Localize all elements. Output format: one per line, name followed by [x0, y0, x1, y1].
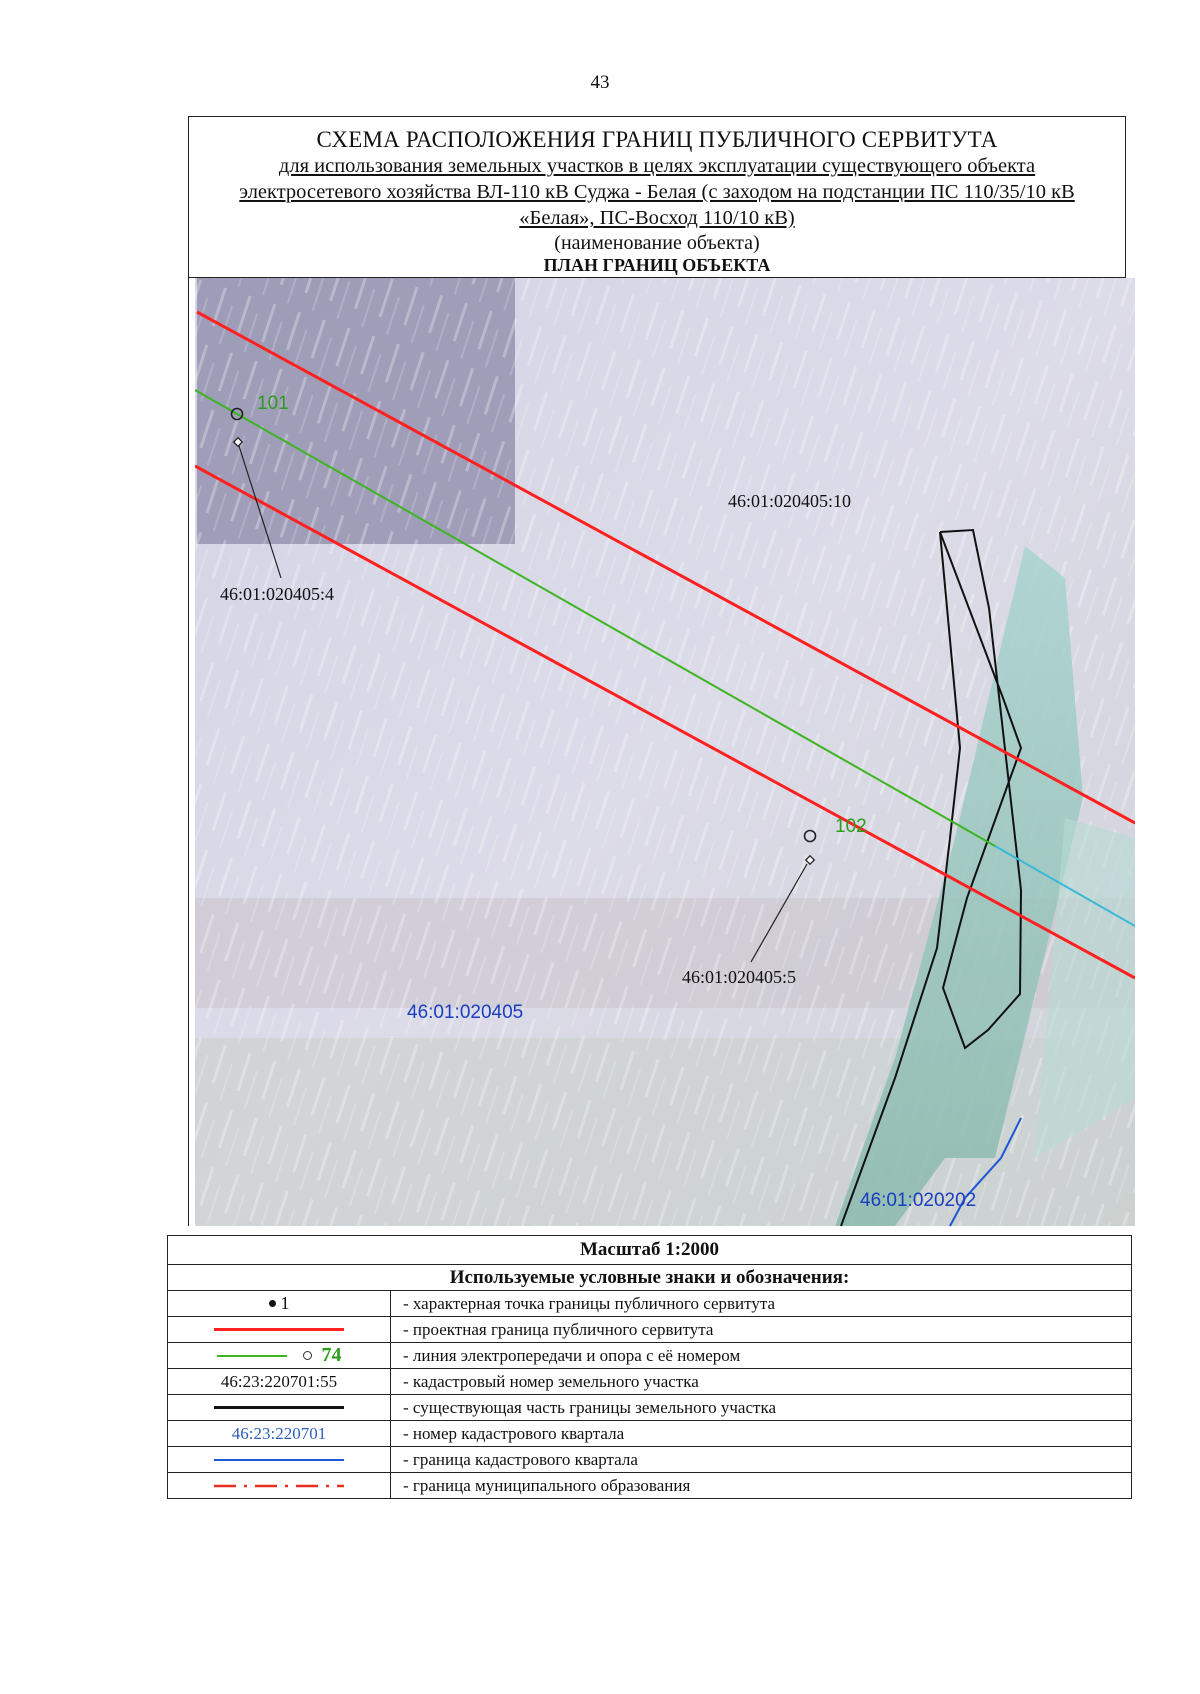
- legend-symbol-cell: [168, 1317, 391, 1343]
- legend-description: - кадастровый номер земельного участка: [391, 1369, 1132, 1395]
- parcel-label-46-01-020405-4: 46:01:020405:4: [220, 584, 335, 604]
- legend-symbol-cell: [168, 1343, 391, 1369]
- legend-symbol-cell: [168, 1473, 391, 1499]
- map-scale: Масштаб 1:2000: [168, 1236, 1132, 1265]
- legend-description: - проектная граница публичного сервитута: [391, 1317, 1132, 1343]
- legend-description: - существующая часть границы земельного участка: [391, 1395, 1132, 1421]
- legend-caption: Используемые условные знаки и обозначения:: [168, 1265, 1132, 1291]
- legend-row-quarter-boundary: [168, 1447, 1132, 1473]
- legend-description: - характерная точка границы публичного сервитута: [391, 1291, 1132, 1317]
- quarter-label-46-01-020405: 46:01:020405: [407, 1002, 524, 1023]
- legend-row-power-line: [168, 1343, 1132, 1369]
- blue-line-icon: [214, 1459, 344, 1461]
- legend-description: - линия электропередачи и опора с её номером: [391, 1343, 1132, 1369]
- parcel-label-46-01-020405-5: 46:01:020405:5: [682, 967, 797, 987]
- red-line-icon: [214, 1328, 344, 1331]
- support-number-sample: 74: [321, 1344, 342, 1366]
- legend-row-municipal-boundary: [168, 1473, 1132, 1499]
- legend-symbol-cell: [168, 1421, 391, 1447]
- quarter-label-46-01-020202: 46:01:020202: [860, 1190, 977, 1211]
- legend-symbol-cell: [168, 1369, 391, 1395]
- boundary-plan-map: [195, 278, 1135, 1228]
- object-name: для использования земельных участков в целях эксплуатации существующего объекта электросетевого хозяйства ВЛ-110 кВ Суджа - Белая (с заходом на подстанции ПС 110/35/10 кВ «Белая», ПС-Восход 110/10 кВ): [239, 155, 1075, 229]
- black-line-icon: [214, 1406, 344, 1409]
- support-icon: [303, 1351, 312, 1360]
- plan-title: ПЛАН ГРАНИЦ ОБЪЕКТА: [543, 255, 771, 275]
- legend-symbol-cell: [168, 1291, 391, 1317]
- legend-table: [167, 1235, 1132, 1499]
- legend-symbol-cell: [168, 1395, 391, 1421]
- page-number: 43: [590, 72, 610, 93]
- servitude-point-icon: [269, 1300, 276, 1307]
- green-line-icon: [217, 1355, 287, 1357]
- title-block: [188, 116, 1126, 278]
- legend-description: - граница муниципального образования: [391, 1473, 1132, 1499]
- legend-symbol-cell: [168, 1447, 391, 1473]
- legend-row-servitude-point: [168, 1291, 1132, 1317]
- support-101-label: 101: [257, 393, 289, 414]
- object-name-caption: (наименование объекта): [554, 232, 760, 254]
- quarter-number-sample: 46:23:220701: [231, 1423, 327, 1443]
- point-number-sample: 1: [280, 1293, 290, 1313]
- cadastral-number-sample: 46:23:220701:55: [220, 1371, 338, 1391]
- legend-row-parcel-boundary: [168, 1395, 1132, 1421]
- legend-row-cadastral-number: [168, 1369, 1132, 1395]
- parcel-label-46-01-020405-10: 46:01:020405:10: [728, 491, 852, 511]
- dash-dot-line-icon: [214, 1481, 344, 1491]
- legend-row-quarter-number: [168, 1421, 1132, 1447]
- document-title: СХЕМА РАСПОЛОЖЕНИЯ ГРАНИЦ ПУБЛИЧНОГО СЕРВИТУТА: [316, 127, 998, 152]
- legend-description: - граница кадастрового квартала: [391, 1447, 1132, 1473]
- legend-row-servitude-boundary: [168, 1317, 1132, 1343]
- support-102-label: 102: [835, 816, 867, 837]
- legend-description: - номер кадастрового квартала: [391, 1421, 1132, 1447]
